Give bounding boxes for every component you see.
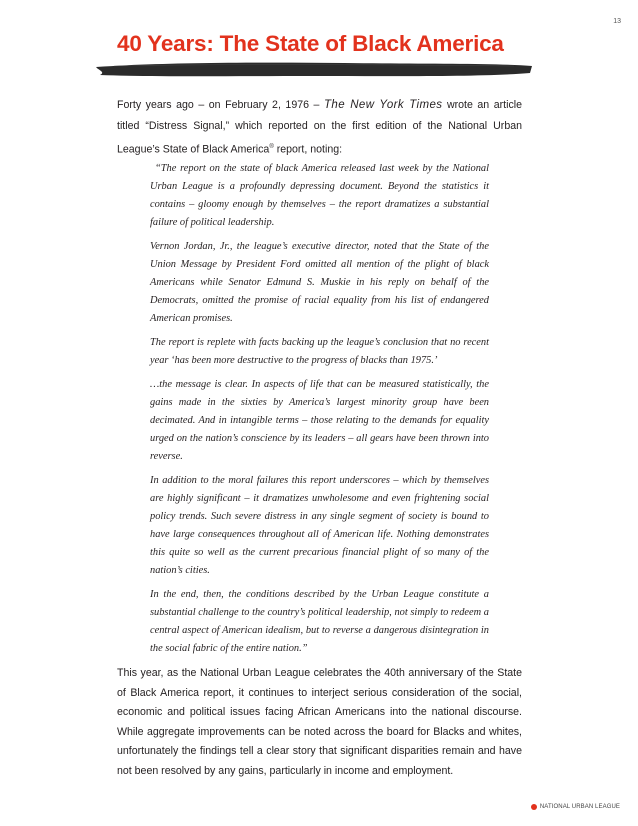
footer xyxy=(531,804,620,810)
quote-paragraph: Vernon Jordan, Jr., the league’s executive director, noted that the State of the Union Message by President Ford omitted all mention of the plight of black Americans while Senator Edmund S. Muskie in his reply on behalf of the Democrats, omitted the promise of racial equality from his list of endangered American promises. xyxy=(150,241,489,324)
page-title: 40 Years: The State of Black America xyxy=(117,31,504,56)
block-quote xyxy=(150,160,489,664)
closing-paragraph: This year, as the National Urban League celebrates the 40th anniversary of the State of Black America report, it continues to interject serious consideration of the social, economic and political issues facing African Americans into the national discourse. While aggregate improvements can be noted across the board for Blacks and whites, unfortunately the findings tell a clear story that significant disparities remain and have not been resolved by any gains, particularly in income and employment. xyxy=(117,667,522,777)
footer-organization: NATIONAL URBAN LEAGUE xyxy=(539,804,620,810)
quote-paragraph: …the message is clear. In aspects of life that can be measured statistically, the gains made in the sixties by America’s largest minority group have been decimated. And in intangible terms – those relating to the demands for equality urged on the nation’s conscience by its leaders – all gears have been thrown into reverse. xyxy=(150,379,489,462)
intro-paragraph: Forty years ago – on February 2, 1976 – The New York Times wrote an article titled “Distress Signal,” which reported on the first edition of the National Urban League’s State of Black America® report, noting: xyxy=(117,99,522,156)
registered-mark: ® xyxy=(269,143,274,150)
brush-stroke-divider xyxy=(94,58,534,80)
urban-league-logo-icon xyxy=(531,804,537,810)
page-number: 13 xyxy=(613,18,621,25)
quote-paragraph: In the end, then, the conditions described by the Urban League constitute a substantial challenge to the country’s political leadership, not simply to redeem a central aspect of American idealism, but to reverse a dangerous disintegration in the social fabric of the entire nation.” xyxy=(150,589,489,654)
newspaper-name: The New York Times xyxy=(323,99,443,111)
quote-paragraph: In addition to the moral failures this report underscores – which by themselves are highly significant – it dramatizes unwholesome and even frightening social policy trends. Such severe distress in any single segment of society is bound to have large consequences throughout all of American life. Nothing demonstrates this quite so well as the current precarious financial plight of so many of the nation’s cities. xyxy=(150,475,489,576)
quote-paragraph: “The report on the state of black America released last week by the National Urban League is a profoundly depressing document. Beyond the statistics it contains – gloomy enough by themselves – the report dramatizes a substantial failure of political leadership. xyxy=(150,163,489,228)
quote-paragraph: The report is replete with facts backing up the league’s conclusion that no recent year ‘has been more destructive to the progress of blacks than 1975.’ xyxy=(150,337,489,366)
